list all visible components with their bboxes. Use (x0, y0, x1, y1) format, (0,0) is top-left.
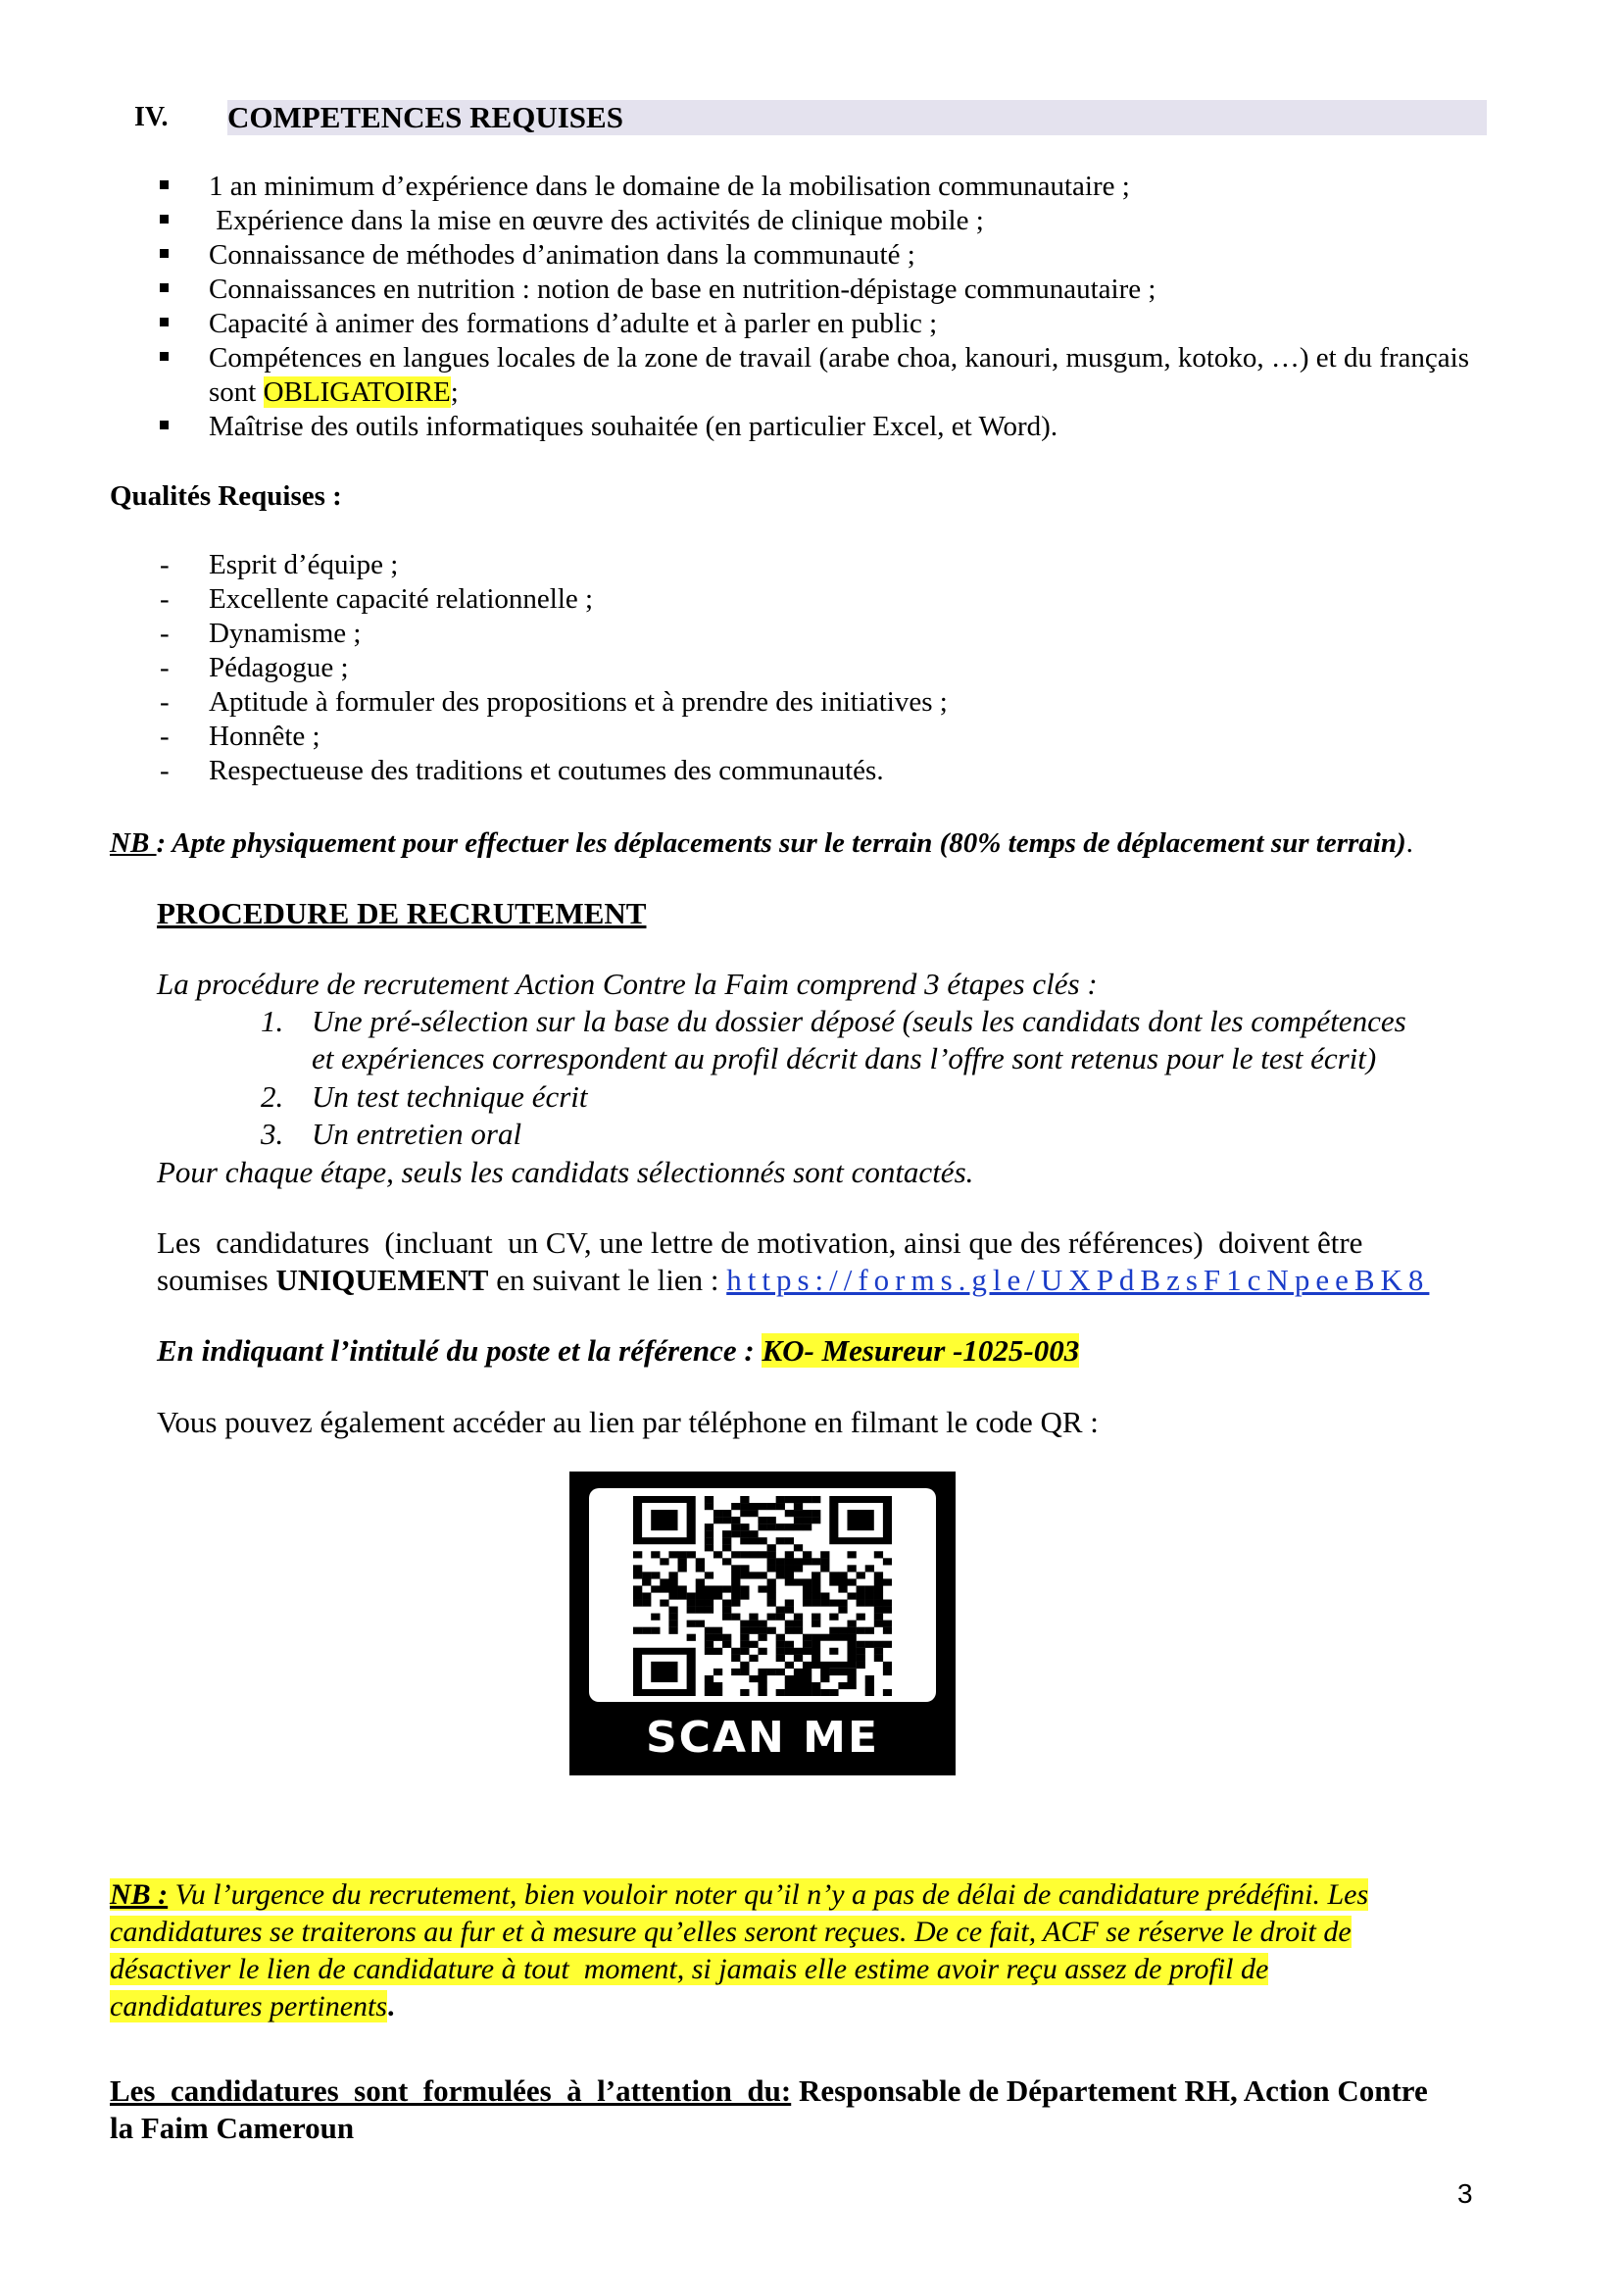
procedure-title: PROCEDURE DE RECRUTEMENT (157, 896, 647, 930)
qr-caption: SCAN ME (645, 1713, 880, 1763)
procedure-step-number: 2. (261, 1079, 284, 1114)
reference-line: En indiquant l’intitulé du poste et la référence : KO- Mesureur -1025-003 (157, 1333, 1080, 1368)
candidatures-text: Les candidatures (incluant un CV, une lettre de motivation, ainsi que des références) doivent être (157, 1225, 1363, 1260)
section-number: IV. (134, 102, 169, 132)
highlight-obligatoire: OBLIGATOIRE (263, 376, 451, 408)
procedure-step: Un test technique écrit (312, 1079, 588, 1114)
application-form-link[interactable]: https://forms.gle/UXPdBzsF1cNpeeBK8 (726, 1263, 1430, 1297)
attention-line-continuation: la Faim Cameroun (110, 2111, 355, 2145)
bullet-square-icon (160, 283, 169, 292)
procedure-step: Une pré-sélection sur la base du dossier déposé (seuls les candidats dont les compétences (312, 1004, 1406, 1038)
procedure-outro: Pour chaque étape, seuls les candidats sélectionnés sont contactés. (157, 1155, 974, 1189)
page-number: 3 (1457, 2178, 1473, 2209)
procedure-step-continuation: et expériences correspondent au profil décrit dans l’offre sont retenus pour le test écrit) (312, 1041, 1377, 1075)
qualites-title: Qualités Requises : (110, 480, 342, 512)
bullet-square-icon (160, 215, 169, 224)
qr-code-frame (589, 1488, 936, 1702)
section-title: COMPETENCES REQUISES (227, 100, 623, 134)
section-heading (134, 100, 1487, 135)
attention-line: Les candidatures sont formulées à l’attention du: Responsable de Département RH, Action Contre (110, 2073, 1428, 2108)
qr-code-icon (633, 1496, 892, 1696)
nb-physical-note: NB : Apte physiquement pour effectuer les déplacements sur le terrain (80% temps de déplacement sur terrain). (110, 827, 1413, 859)
procedure-step: Un entretien oral (312, 1117, 522, 1151)
bullet-square-icon (160, 421, 169, 429)
bullet-square-icon (160, 180, 169, 189)
bullet-square-icon (160, 318, 169, 326)
candidatures-submit-line: soumises UNIQUEMENT en suivant le lien : https://forms.gle/UXPdBzsF1cNpeeBK8 (157, 1263, 1430, 1297)
bullet-square-icon (160, 352, 169, 361)
bullet-square-icon (160, 249, 169, 258)
qr-intro: Vous pouvez également accéder au lien par téléphone en filmant le code QR : (157, 1405, 1099, 1439)
procedure-intro: La procédure de recrutement Action Contre la Faim comprend 3 étapes clés : (157, 967, 1098, 1001)
reference-code: KO- Mesureur -1025-003 (762, 1333, 1080, 1368)
procedure-step-number: 3. (261, 1117, 284, 1151)
qr-code-badge[interactable] (569, 1472, 956, 1775)
procedure-step-number: 1. (261, 1004, 284, 1038)
document-page: IV. COMPETENCES REQUISES 1 an minimum d’expérience dans le domaine de la mobilisation communautaire ; Expérience dans la mise en œuvre des activités de clinique mobile ; Connaissance de méthodes d’animation dans la communauté ; Connaissances en nutrition : notion de base en nutrition-dépistage communautaire ; Capacité à animer des formations d’adulte et à parler en public ; Compétences en langues locales de la zone de travail (arabe choa, kanouri, musgum, kotoko, …) et du français sont OBLIGATOIRE; Maîtrise des outils informatiques souhaitée (en particulier Excel, et Word). Qualités Requises : - Esprit d’équipe ; - Excellente capacité relationnelle ; - Dynamisme ; - Pédagogue ; - Aptitude à formuler des propositions et à prendre des initiatives ; - Honnête ; - Respectueuse des traditions et coutumes des communautés. NB : Apte physiquement pour effectuer les déplacements sur le terrain (80% temps de déplacement sur terrain). PROCEDURE DE RECRUTEMENT La procédure de recrutement Action Contre la Faim comprend 3 étapes clés : 1. Une pré-sélection sur la base du dossier déposé (seuls les candidats dont les compétences et expériences correspondent au profil décrit dans l’offre sont retenus pour le test écrit) 2. Un test technique écrit 3. Un entretien oral Pour chaque étape, seuls les candidats sélectionnés sont contactés. Les candidatures (incluant un CV, une lettre de motivation, ainsi que des références) doivent être soumises UNIQUEMENT en suivant le lien : https://forms.gle/UXPdBzsF1cNpeeBK8 En indiquant l’intitulé du poste et la référence : KO- Mesureur -1025-003 Vous pouvez également accéder au lien par téléphone en filmant le code QR : SCAN ME NB : Vu l’urgence du recrutement, bien vouloir noter qu’il n’y a pas de délai de candidature prédéfini. Les candidatures se traiterons au fur et à mesure qu’elles seront reçues. De ce fait, ACF se réserve le droit de désactiver le lien de candidature à tout moment, si jamais elle estime avoir reçu assez de profil de candidatures pertinents. Les candidatures sont formulées à l’attention du: Responsable de Département RH, Action Contre la Faim Cameroun 3 (0, 0, 1623, 2296)
nb-urgency-note: NB : Vu l’urgence du recrutement, bien vouloir noter qu’il n’y a pas de délai de candidature prédéfini. Les candidatures se traiterons au fur et à mesure qu’elles seront reçues. De ce fait, ACF se réserve le droit de désactiver le lien de candidature à tout moment, si jamais elle estime avoir reçu assez de profil de candidatures pertinents. (110, 1878, 1369, 2022)
